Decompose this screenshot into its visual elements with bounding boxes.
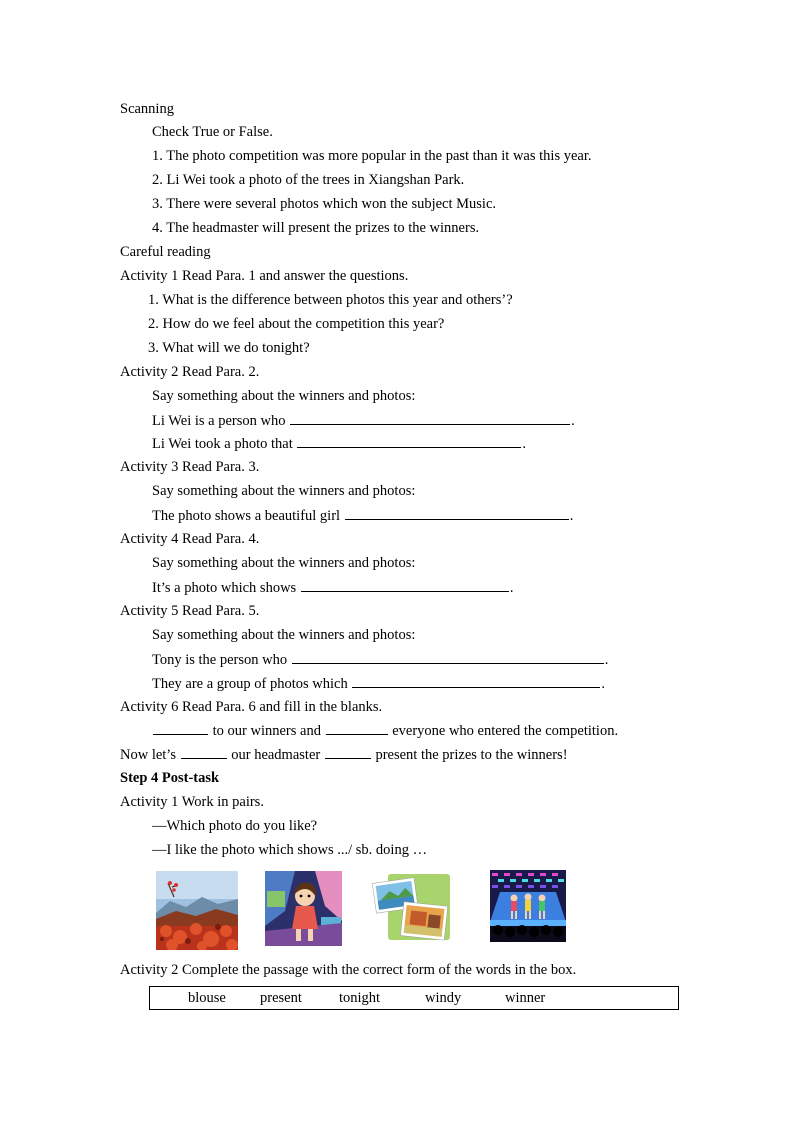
answer-blank[interactable] xyxy=(297,434,521,448)
period: . xyxy=(569,508,574,524)
sentence-text: Li Wei took a photo that xyxy=(152,436,293,452)
word-windy: windy xyxy=(425,990,462,1006)
word-present: present xyxy=(260,990,302,1006)
activity-3-sentence-1 xyxy=(152,506,573,525)
careful-reading-heading: Careful reading xyxy=(120,244,211,260)
sentence-text: It’s a photo which shows xyxy=(152,580,297,596)
sentence-text: Tony is the person who xyxy=(152,652,288,668)
post-activity-2-title: Activity 2 Complete the passage with the correct form of the words in the box. xyxy=(120,962,577,978)
activity-4-sentence-1 xyxy=(152,578,513,597)
dialogue-line-2: —I like the photo which shows .../ sb. doing … xyxy=(152,842,428,858)
activity-2-sentence-1 xyxy=(152,411,575,430)
activity-1-question-1: 1. What is the difference between photos this year and others’? xyxy=(148,292,513,308)
answer-blank[interactable] xyxy=(326,721,388,735)
post-task-heading: Step 4 Post-task xyxy=(120,770,220,786)
scanning-item-4: 4. The headmaster will present the prizes to the winners. xyxy=(152,220,480,236)
activity-3-prompt: Say something about the winners and photos: xyxy=(152,483,416,499)
activity-2-sentence-2 xyxy=(152,434,526,453)
activity-1-title: Activity 1 Read Para. 1 and answer the questions. xyxy=(120,268,409,284)
sentence-text: our headmaster xyxy=(231,747,321,763)
sentence-text: to our winners and xyxy=(212,723,321,739)
answer-blank[interactable] xyxy=(181,745,227,759)
sentence-text: Li Wei is a person who xyxy=(152,413,286,429)
answer-blank[interactable] xyxy=(325,745,371,759)
answer-blank[interactable] xyxy=(345,506,569,520)
activity-5-sentence-1 xyxy=(152,650,608,669)
answer-blank[interactable] xyxy=(153,721,208,735)
activity-2-prompt: Say something about the winners and photos: xyxy=(152,388,416,404)
activity-6-title: Activity 6 Read Para. 6 and fill in the blanks. xyxy=(120,699,383,715)
mountain-autumn-photo xyxy=(156,871,238,950)
period: . xyxy=(601,676,605,692)
activity-5-title: Activity 5 Read Para. 5. xyxy=(120,603,260,619)
scanning-item-2: 2. Li Wei took a photo of the trees in Xiangshan Park. xyxy=(152,172,465,188)
activity-5-prompt: Say something about the winners and photos: xyxy=(152,627,416,643)
word-blouse: blouse xyxy=(188,990,226,1006)
sentence-text: everyone who entered the competition. xyxy=(392,723,619,739)
activity-5-sentence-2 xyxy=(152,674,605,693)
cartoon-girl-photo xyxy=(265,871,342,946)
answer-blank[interactable] xyxy=(292,650,604,664)
activity-1-question-2: 2. How do we feel about the competition this year? xyxy=(148,316,445,332)
word-box xyxy=(149,986,679,1010)
photo-frames-photo xyxy=(370,872,452,942)
period: . xyxy=(604,652,609,668)
stage-dancers-photo xyxy=(490,870,566,942)
scanning-heading: Scanning xyxy=(120,101,174,117)
activity-6-line-1 xyxy=(152,721,618,740)
dialogue-line-1: —Which photo do you like? xyxy=(152,818,318,834)
sentence-text: Now let’s xyxy=(120,747,176,763)
word-tonight: tonight xyxy=(339,990,381,1006)
activity-4-prompt: Say something about the winners and photos: xyxy=(152,555,416,571)
sentence-text: The photo shows a beautiful girl xyxy=(152,508,341,524)
period: . xyxy=(522,436,526,452)
scanning-item-3: 3. There were several photos which won the subject Music. xyxy=(152,196,497,212)
post-activity-1-title: Activity 1 Work in pairs. xyxy=(120,794,264,810)
scanning-item-1: 1. The photo competition was more popular in the past than it was this year. xyxy=(152,148,592,164)
period: . xyxy=(509,580,514,596)
answer-blank[interactable] xyxy=(352,674,600,688)
sentence-text: present the prizes to the winners! xyxy=(375,747,568,763)
answer-blank[interactable] xyxy=(301,578,509,592)
activity-3-title: Activity 3 Read Para. 3. xyxy=(120,459,260,475)
activity-6-line-2 xyxy=(120,745,568,764)
activity-1-question-3: 3. What will we do tonight? xyxy=(148,340,310,356)
answer-blank[interactable] xyxy=(290,411,570,425)
activity-4-title: Activity 4 Read Para. 4. xyxy=(120,531,260,547)
word-winner: winner xyxy=(505,990,546,1006)
sentence-text: They are a group of photos which xyxy=(152,676,348,692)
period: . xyxy=(571,413,575,429)
scanning-instruction: Check True or False. xyxy=(152,124,273,140)
activity-2-title: Activity 2 Read Para. 2. xyxy=(120,364,260,380)
